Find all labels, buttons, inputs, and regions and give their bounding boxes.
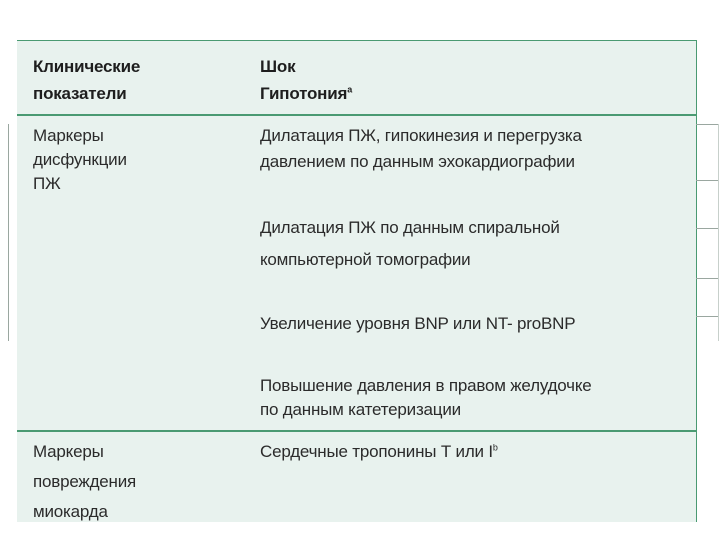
row1-item1-line1: Дилатация ПЖ, гипокинезия и перегрузка: [260, 126, 582, 145]
row1-label-line2: дисфункции: [33, 150, 127, 169]
row1-item2-line1: Дилатация ПЖ по данным спиральной: [260, 218, 560, 237]
header-divider: [17, 114, 697, 116]
background-table-line: [696, 278, 718, 279]
header-col2-line1: Шок: [260, 57, 296, 76]
row1-item4-line2: по данным катетеризации: [260, 400, 461, 419]
footnote-marker: b: [492, 442, 498, 453]
background-table-edge: [8, 124, 9, 341]
footnote-marker: a: [347, 84, 353, 95]
row1-item3-line1: Увеличение уровня BNP или NT- proBNP: [260, 314, 576, 333]
row1-item1-line2: давлением по данным эхокардиографии: [260, 152, 575, 171]
row-divider: [17, 430, 697, 432]
header-col2-line2: Гипотония$^a$: [260, 84, 353, 103]
row2-label-line2: повреждения: [33, 472, 137, 491]
background-table-line: [696, 124, 718, 125]
row1-item2-line2: компьютерной томографии: [260, 250, 471, 269]
row1-label-line1: Маркеры: [33, 126, 104, 145]
header-col1-line1: Клинические: [33, 57, 141, 76]
background-table-line: [696, 316, 718, 317]
row2-label-line1: Маркеры: [33, 442, 104, 461]
background-table-line: [696, 180, 718, 181]
row2-label-line3: миокарда: [33, 502, 108, 521]
row1-label-line3: ПЖ: [33, 174, 61, 193]
header-col1-line2: показатели: [33, 84, 127, 103]
background-table-line: [696, 228, 718, 229]
background-table-edge: [718, 124, 719, 341]
row2-item1-line1: Сердечные тропонины Т или $I^b$: [260, 442, 498, 461]
row1-item4-line1: Повышение давления в правом желудочке: [260, 376, 592, 395]
